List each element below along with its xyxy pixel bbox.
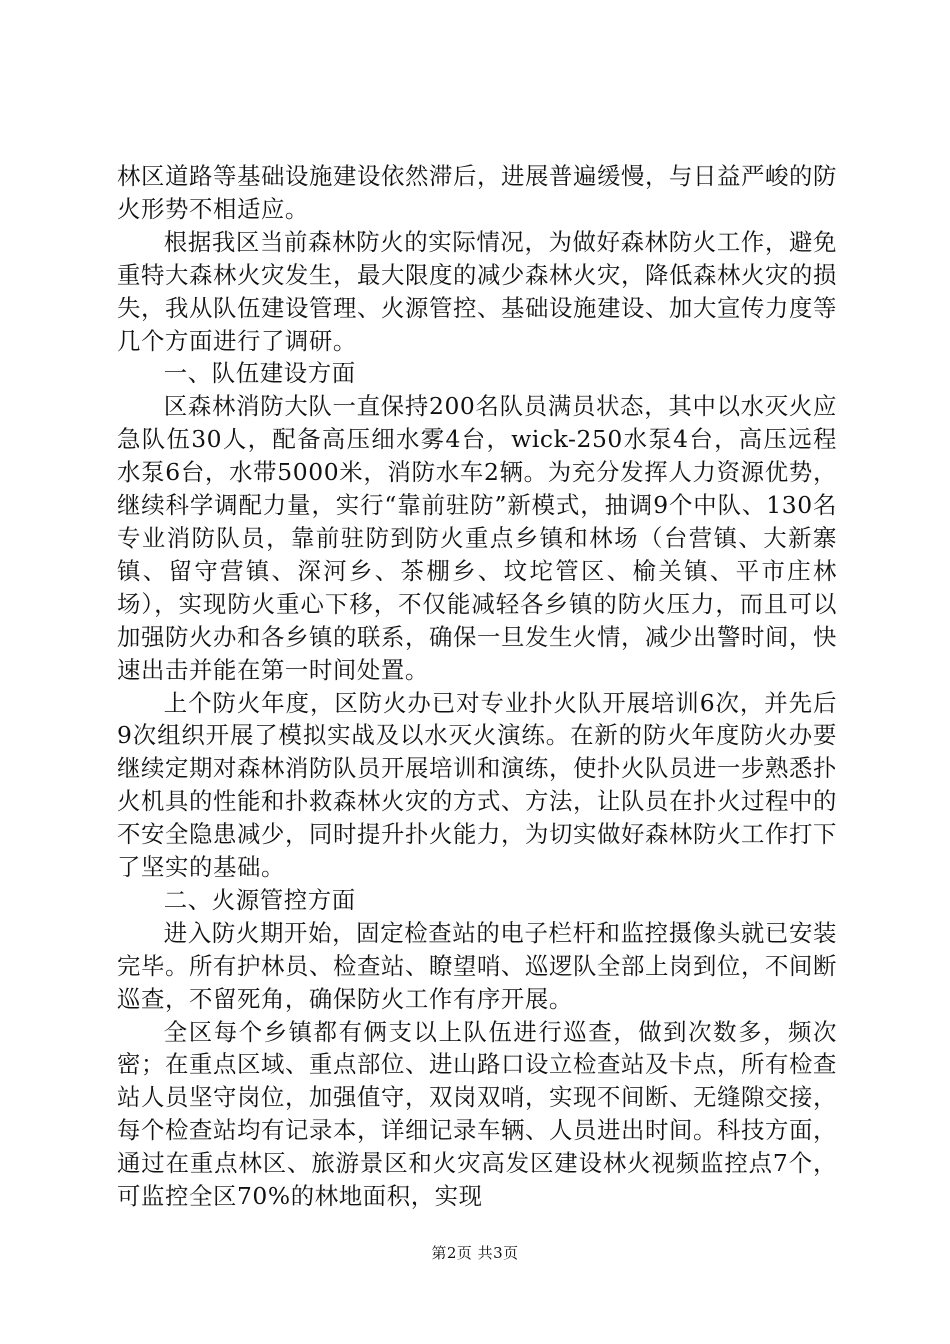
paragraph-checkpoints: 进入防火期开始，固定检查站的电子栏杆和监控摄像头就已安装完毕。所有护林员、检查站、瞭望哨、巡逻队全部上岗到位，不间断巡查，不留死角，确保防火工作有序开展。 [117, 918, 837, 1013]
section-heading-team: 一、队伍建设方面 [163, 359, 356, 388]
paragraph-continued: 林区道路等基础设施建设依然滞后，进展普遍缓慢，与日益严峻的防火形势不相适应。 [117, 162, 837, 223]
paragraph-team-config: 区森林消防大队一直保持200名队员满员状态，其中以水灭火应急队伍30人，配备高压细水雾4台，wick-250水泵4台，高压远程水泵6台，水带5000米，消防水车2辆。为充分发挥人力资源优势，继续科学调配力量，实行“靠前驻防”新模式，抽调9个中队、130名专业消防队员，靠前驻防到防火重点乡镇和林场（台营镇、大新寨镇、留守营镇、深河乡、茶棚乡、坟坨管区、榆关镇、平市庄林场），实现防火重心下移，不仅能减轻各乡镇的防火压力，而且可以加强防火办和各乡镇的联系，确保一旦发生火情，减少出警时间，快速出击并能在第一时间处置。 [117, 392, 837, 684]
section-heading-fire-source: 二、火源管控方面 [163, 885, 356, 914]
document-body [117, 160, 837, 1213]
paragraph-patrol: 全区每个乡镇都有俩支以上队伍进行巡查，做到次数多，频次密；在重点区域、重点部位、进山路口设立检查站及卡点，所有检查站人员坚守岗位，加强值守，双岗双哨，实现不间断、无缝隙交接，每个检查站均有记录本，详细记录车辆、人员进出时间。科技方面，通过在重点林区、旅游景区和火灾高发区建设林火视频监控点7个，可监控全区70%的林地面积，实现 [117, 1017, 837, 1211]
paragraph-intro: 根据我区当前森林防火的实际情况，为做好森林防火工作，避免重特大森林火灾发生，最大限度的减少森林火灾，降低森林火灾的损失，我从队伍建设管理、火源管控、基础设施建设、加大宣传力度等几个方面进行了调研。 [117, 227, 837, 355]
page-number-footer: 第2页 共3页 [431, 1244, 519, 1262]
paragraph-team-training: 上个防火年度，区防火办已对专业扑火队开展培训6次，并先后9次组织开展了模拟实战及以水灭火演练。在新的防火年度防火办要继续定期对森林消防队员开展培训和演练，使扑火队员进一步熟悉扑火机具的性能和扑救森林火灾的方式、方法，让队员在扑火过程中的不安全隐患减少，同时提升扑火能力，为切实做好森林防火工作打下了坚实的基础。 [117, 688, 837, 882]
